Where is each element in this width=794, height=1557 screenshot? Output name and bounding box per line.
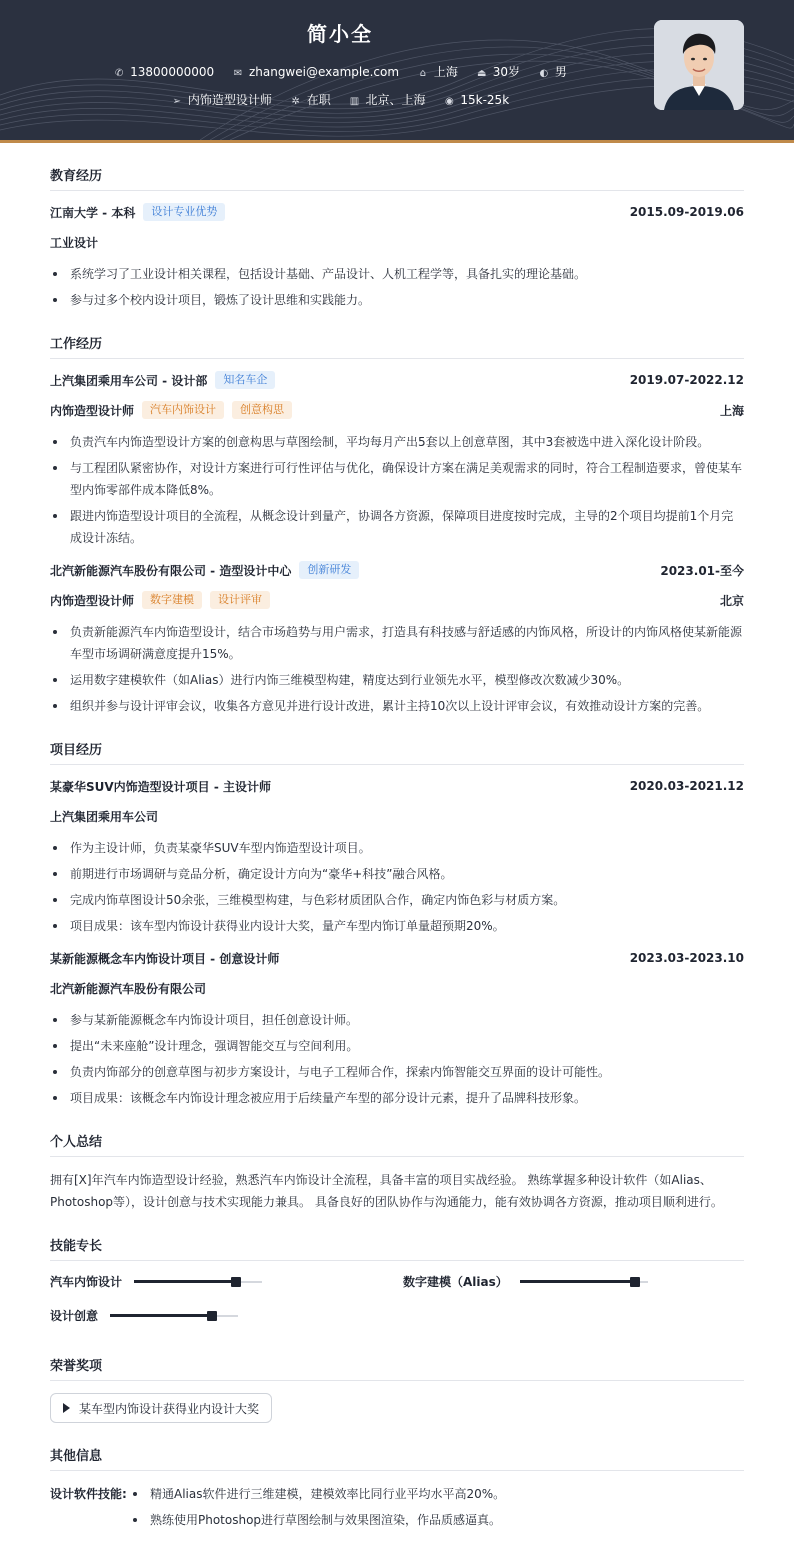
list-item: 参与过多个校内设计项目，锻炼了设计思维和实践能力。: [50, 289, 744, 311]
other-info: [50, 1483, 744, 1535]
work-company-row: [50, 371, 744, 389]
list-item: 前期进行市场调研与竞品分析，确定设计方向为“豪华+科技”融合风格。: [50, 863, 744, 885]
play-icon: [63, 1403, 70, 1413]
honors-section-title: 荣誉奖项: [50, 1355, 744, 1381]
building-icon: ▥: [349, 96, 360, 107]
list-item: 与工程团队紧密协作，对设计方案进行可行性评估与优化，确保设计方案在满足美观需求的同时，符合工程制造要求，曾使某车型内饰零部件成本降低8%。: [50, 457, 744, 501]
resume-header: [0, 0, 794, 143]
education-tag: 设计专业优势: [143, 203, 225, 221]
list-item: 精通Alias软件进行三维建模，建模效率比同行业平均水平高20%。: [130, 1483, 744, 1505]
job-intent-row: [0, 91, 680, 108]
skill-level-knob: [231, 1277, 241, 1287]
company-tag: 知名车企: [215, 371, 275, 389]
project-org: 北汽新能源汽车股份有限公司: [50, 981, 207, 996]
skill-level-bar: [134, 1281, 262, 1283]
skill-item: [50, 1273, 262, 1290]
work-bullets: [50, 431, 744, 549]
contact-row: [0, 63, 680, 80]
skills-list: [50, 1273, 744, 1343]
skill-name: 汽车内饰设计: [50, 1275, 123, 1289]
candidate-name: 简小全: [307, 22, 373, 46]
list-item: 系统学习了工业设计相关课程，包括设计基础、产品设计、人机工程学等，具备扎实的理论基础。: [50, 263, 744, 285]
project-date: 2023.03-2023.10: [629, 951, 744, 965]
education-bullets: [50, 263, 744, 311]
avatar: [654, 20, 744, 110]
company-name: 上汽集团乘用车公司 - 设计部: [50, 373, 208, 388]
age-icon: ⏏: [477, 68, 487, 79]
phone-item: ✆ 13800000000: [114, 65, 215, 79]
skill-item: [403, 1273, 648, 1290]
skill-tag: 创意构思: [232, 401, 292, 419]
work-section-title: 工作经历: [50, 333, 744, 359]
list-item: 项目成果：该车型内饰设计获得业内设计大奖，量产车型内饰订单量超预期20%。: [50, 915, 744, 937]
work-location: 上海: [719, 403, 744, 418]
project-org: 上汽集团乘用车公司: [50, 809, 159, 824]
project-org-row: [50, 979, 744, 997]
education-date: 2015.09-2019.06: [629, 205, 744, 219]
skill-level-fill: [110, 1314, 212, 1317]
list-item: 参与某新能源概念车内饰设计项目，担任创意设计师。: [50, 1009, 744, 1031]
list-item: 项目成果：该概念车内饰设计理念被应用于后续量产车型的部分设计元素，提升了品牌科技形象。: [50, 1087, 744, 1109]
gender-icon: ◐: [539, 68, 549, 79]
projects-section-title: 项目经历: [50, 739, 744, 765]
project-item: [50, 949, 744, 1109]
skills-section-title: 技能专长: [50, 1235, 744, 1261]
skill-level-fill: [520, 1280, 635, 1283]
target-city-item: ▥ 北京、上海: [349, 93, 426, 107]
mail-icon: ✉: [233, 68, 243, 79]
skill-level-knob: [630, 1277, 640, 1287]
send-icon: ➢: [172, 96, 182, 107]
age-item: ⏏ 30岁: [477, 65, 521, 79]
email-item: ✉ zhangwei@example.com: [233, 65, 400, 79]
skill-name: 数字建模（Alias）: [403, 1275, 508, 1289]
list-item: 负责新能源汽车内饰造型设计，结合市场趋势与用户需求，打造具有科技感与舒适感的内饰风格，所设计的内饰风格使某新能源车型市场调研满意度提升15%。: [50, 621, 744, 665]
status-item: ✲ 在职: [291, 93, 331, 107]
list-item: 负责内饰部分的创意草图与初步方案设计，与电子工程师合作，探索内饰智能交互界面的设计可能性。: [50, 1061, 744, 1083]
award-item: [50, 1393, 272, 1423]
list-item: 作为主设计师，负责某豪华SUV车型内饰造型设计项目。: [50, 837, 744, 859]
project-name: 某新能源概念车内饰设计项目 - 创意设计师: [50, 951, 280, 966]
salary-icon: ◉: [445, 96, 454, 107]
work-company-row: [50, 561, 744, 579]
project-header: [50, 777, 744, 795]
project-org-row: [50, 807, 744, 825]
school-name: 江南大学 - 本科: [50, 205, 136, 220]
position-item: ➢ 内饰造型设计师: [172, 93, 272, 107]
project-bullets: [50, 1009, 744, 1109]
major: 工业设计: [50, 235, 99, 250]
skill-level-bar: [110, 1315, 238, 1317]
skill-level-fill: [134, 1280, 236, 1283]
project-name: 某豪华SUV内饰造型设计项目 - 主设计师: [50, 779, 272, 794]
work-bullets: [50, 621, 744, 717]
list-item: 提出“未来座舱”设计理念，强调智能交互与空间利用。: [50, 1035, 744, 1057]
phone-icon: ✆: [114, 68, 124, 79]
list-item: 负责汽车内饰造型设计方案的创意构思与草图绘制，平均每月产出5套以上创意草图，其中3套被选中进入深化设计阶段。: [50, 431, 744, 453]
skill-tag: 汽车内饰设计: [142, 401, 224, 419]
company-name: 北汽新能源汽车股份有限公司 - 造型设计中心: [50, 563, 292, 578]
other-label: 设计软件技能:: [50, 1487, 127, 1501]
work-date: 2023.01-至今: [660, 563, 744, 578]
skill-name: 设计创意: [50, 1309, 99, 1323]
status-icon: ✲: [291, 96, 300, 107]
skill-item: [50, 1307, 238, 1324]
work-location: 北京: [719, 593, 744, 608]
summary-text: 拥有[X]年汽车内饰造型设计经验，熟悉汽车内饰设计全流程，具备丰富的项目实战经验。 熟练掌握多种设计软件（如Alias、Photoshop等），设计创意与技术实现能力兼具。 具备良好的团队协作与沟通能力，能有效协调各方资源，推动项目顺利进行。: [50, 1173, 723, 1209]
skill-level-knob: [207, 1311, 217, 1321]
home-icon: ⌂: [419, 68, 427, 79]
gender-item: ◐ 男: [539, 65, 567, 79]
project-bullets: [50, 837, 744, 937]
education-major-row: [50, 233, 744, 251]
list-item: 运用数字建模软件（如Alias）进行内饰三维模型构建，精度达到行业领先水平，模型修改次数减少30%。: [50, 669, 744, 691]
skill-tag: 设计评审: [210, 591, 270, 609]
education-section-title: 教育经历: [50, 165, 744, 191]
education-header: [50, 203, 744, 221]
project-header: [50, 949, 744, 967]
other-section-title: 其他信息: [50, 1445, 744, 1471]
avatar-portrait: [654, 20, 744, 110]
other-bullets: [130, 1483, 744, 1535]
list-item: 跟进内饰造型设计项目的全流程，从概念设计到量产，协调各方资源，保障项目进度按时完成，主导的2个项目均提前1个月完成设计冻结。: [50, 505, 744, 549]
position-title: 内饰造型设计师: [50, 593, 135, 608]
position-title: 内饰造型设计师: [50, 403, 135, 418]
city-item: ⌂ 上海: [417, 63, 458, 80]
project-item: [50, 777, 744, 937]
award-text: 某车型内饰设计获得业内设计大奖: [79, 1401, 260, 1416]
company-tag: 创新研发: [299, 561, 359, 579]
work-date: 2019.07-2022.12: [629, 373, 744, 387]
list-item: 熟练使用Photoshop进行草图绘制与效果图渲染，作品质感逼真。: [130, 1509, 744, 1531]
salary-item: ◉ 15k-25k: [445, 93, 510, 107]
work-position-row: [50, 401, 744, 419]
list-item: 完成内饰草图设计50余张，三维模型构建，与色彩材质团队合作，确定内饰色彩与材质方案。: [50, 889, 744, 911]
project-date: 2020.03-2021.12: [629, 779, 744, 793]
skill-tag: 数字建模: [142, 591, 202, 609]
list-item: 组织并参与设计评审会议，收集各方意见并进行设计改进，累计主持10次以上设计评审会议，有效推动设计方案的完善。: [50, 695, 744, 717]
work-position-row: [50, 591, 744, 609]
summary-section-title: 个人总结: [50, 1131, 744, 1157]
skill-level-bar: [520, 1281, 648, 1283]
work-item: [50, 371, 744, 549]
work-item: [50, 561, 744, 717]
